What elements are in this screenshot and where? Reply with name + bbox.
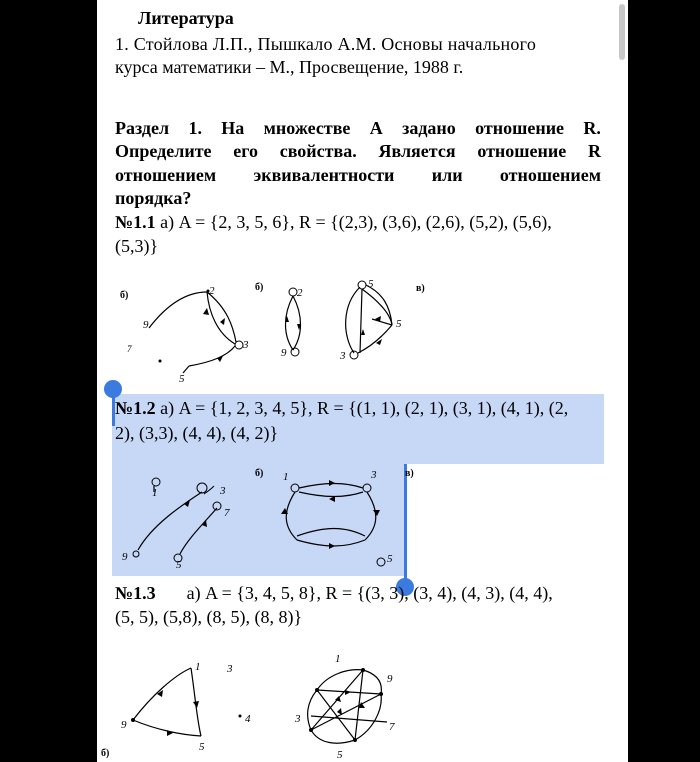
node-label: 7 [389, 721, 395, 733]
node-label: 1 [283, 471, 289, 483]
section-heading-line-1 [115, 118, 601, 139]
heading-word: или [431, 165, 463, 185]
graph-label: б) [255, 468, 264, 479]
heading-word: свойства. [279, 141, 357, 161]
graph-1-1-a [117, 278, 277, 388]
node-label: 3 [295, 713, 301, 725]
graph-1-2-b [255, 466, 414, 576]
graph-label: в) [405, 468, 414, 479]
selection-start-handle-knob[interactable] [104, 380, 122, 398]
graph-1-2-a [122, 470, 272, 570]
node-label: 1 [335, 653, 341, 665]
graph-label: в) [416, 283, 425, 294]
node-label: 9 [281, 347, 287, 359]
node-label: 2 [209, 285, 215, 297]
task-1-1-line-1: №1.1 а) A = {2, 3, 5, 6}, R = {(2,3), (3,6), (2,6), (5,2), (5,6), [115, 212, 552, 232]
node-label: 3 [340, 350, 346, 362]
node-label: 7 [224, 507, 230, 519]
task-1-2-line-1: №1.2 а) A = {1, 2, 3, 4, 5}, R = {(1, 1), (2, 1), (3, 1), (4, 1), (2, [115, 398, 569, 418]
node-label: 9 [122, 551, 128, 563]
node-label: 4 [245, 713, 251, 725]
heading-word: отношением [115, 165, 217, 185]
node-label: 3 [371, 469, 377, 481]
task-1-3-number: №1.3 [115, 583, 156, 603]
graph-label: б) [120, 290, 129, 301]
heading-word: отношение [477, 141, 567, 161]
node-label: 3 [227, 663, 233, 675]
heading-word: отношением [499, 165, 601, 185]
document-page [97, 0, 628, 762]
node-label: 5 [179, 373, 185, 385]
graph-1-1-c [332, 275, 472, 370]
section-heading-line-3 [115, 165, 601, 186]
heading-word: Является [378, 141, 456, 161]
section-heading-line-2 [115, 141, 601, 162]
heading-word: 1. [188, 118, 202, 138]
task-1-2-line-2: 2), (3,3), (4, 4), (4, 2)} [115, 423, 279, 443]
node-label: 9 [143, 319, 149, 331]
heading-word: На [221, 118, 245, 138]
reference-line-1: 1. Стойлова Л.П., Пышкало А.М. Основы начального [115, 34, 537, 54]
heading-word: задано [402, 118, 456, 138]
node-label: 7 [127, 344, 132, 354]
graph-label: б) [101, 748, 110, 759]
task-1-3-line-1: №1.3 а) A = {3, 4, 5, 8}, R = {(3, 3), (3, 4), (4, 3), (4, 4), [115, 583, 553, 603]
node-label: 9 [121, 719, 127, 731]
heading-word: R. [583, 118, 601, 138]
node-label: 5 [199, 741, 205, 753]
heading-word: Определите [115, 141, 212, 161]
heading-word: его [233, 141, 258, 161]
heading-word: отношение [475, 118, 565, 138]
heading-word: множестве [263, 118, 351, 138]
scrollbar[interactable] [619, 4, 625, 60]
task-1-1-number: №1.1 [115, 212, 156, 232]
section-heading-line-4: порядка? [115, 188, 192, 208]
node-label: 3 [220, 485, 226, 497]
node-label: 5 [176, 559, 182, 571]
task-1-2-number: №1.2 [115, 398, 156, 418]
node-label: 1 [152, 487, 158, 499]
graph-1-1-b [255, 280, 335, 370]
graph-1-3-a [97, 650, 277, 760]
heading-word: R [587, 141, 601, 161]
node-label: 9 [387, 673, 393, 685]
heading-word: эквивалентности [253, 165, 395, 185]
reference-line-2: курса математики – М., Просвещение, 1988 г. [115, 57, 464, 77]
node-label: 3 [243, 339, 249, 351]
heading-word: Раздел [115, 118, 170, 138]
node-label: 2 [297, 287, 303, 299]
node-label: 5 [396, 318, 402, 330]
task-1-1-line-2: (5,3)} [115, 236, 159, 256]
node-label: 1 [195, 661, 201, 673]
heading-word: А [369, 118, 383, 138]
node-label: 5 [387, 553, 393, 565]
task-1-3-line-2: (5, 5), (5,8), (8, 5), (8, 8)} [115, 607, 303, 627]
references-heading: Литература [138, 8, 234, 28]
node-label: 5 [368, 278, 374, 290]
graph-label: б) [255, 282, 264, 293]
graph-1-3-b [277, 650, 407, 762]
node-label: 5 [337, 749, 343, 761]
